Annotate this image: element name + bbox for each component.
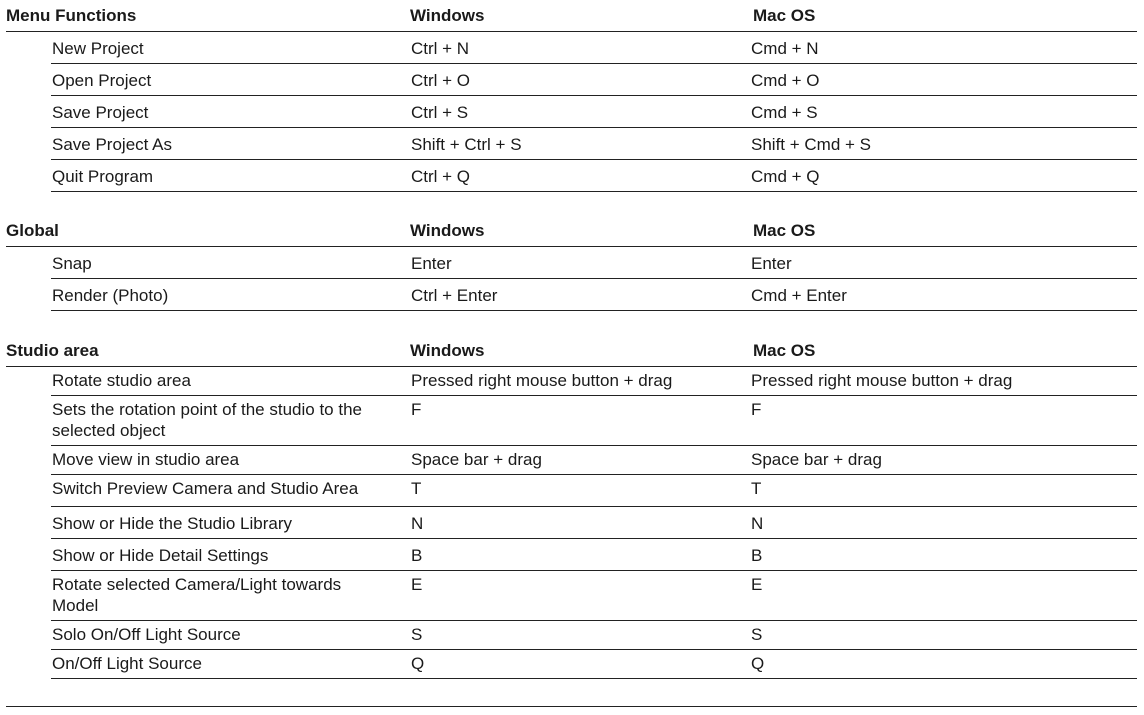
table-row — [51, 650, 1137, 679]
windows-shortcut: B — [411, 546, 423, 565]
windows-shortcut: T — [411, 479, 422, 498]
table-row — [51, 96, 1137, 128]
function-label: Render (Photo) — [52, 286, 169, 305]
column-header-windows: Windows — [410, 221, 485, 240]
table-row — [51, 446, 1137, 475]
section-header — [6, 335, 1137, 367]
column-header-windows: Windows — [410, 341, 485, 360]
windows-shortcut: Pressed right mouse button + drag — [411, 371, 673, 390]
mac-shortcut: Pressed right mouse button + drag — [751, 371, 1013, 390]
function-label: Show or Hide Detail Settings — [52, 546, 269, 565]
function-label: Save Project — [52, 103, 149, 122]
table-row — [51, 128, 1137, 160]
windows-shortcut: Ctrl + N — [411, 39, 470, 58]
table-row — [51, 396, 1137, 446]
section-header — [6, 0, 1137, 32]
table-row — [51, 621, 1137, 650]
mac-shortcut: Shift + Cmd + S — [751, 135, 871, 154]
windows-shortcut: S — [411, 625, 423, 644]
function-label: On/Off Light Source — [52, 654, 202, 673]
windows-shortcut: Space bar + drag — [411, 450, 542, 469]
section-title: Menu Functions — [6, 6, 137, 25]
function-label: Show or Hide the Studio Library — [52, 514, 293, 533]
column-header-mac: Mac OS — [753, 6, 816, 25]
mac-shortcut: Q — [751, 654, 765, 673]
mac-shortcut: T — [751, 479, 762, 498]
table-row — [51, 279, 1137, 311]
windows-shortcut: Ctrl + O — [411, 71, 471, 90]
mac-shortcut: S — [751, 625, 763, 644]
windows-shortcut: Ctrl + Enter — [411, 286, 498, 305]
section-studio-area — [0, 335, 1137, 679]
function-label: Solo On/Off Light Source — [52, 625, 241, 644]
windows-shortcut: Q — [411, 654, 425, 673]
table-row — [51, 64, 1137, 96]
function-label: Quit Program — [52, 167, 154, 186]
windows-shortcut: Shift + Ctrl + S — [411, 135, 522, 154]
mac-shortcut: F — [751, 400, 762, 419]
section-menu-functions — [0, 0, 1137, 192]
section-title: Studio area — [6, 341, 99, 360]
mac-shortcut: N — [751, 514, 764, 533]
windows-shortcut: Enter — [411, 254, 452, 273]
windows-shortcut: Ctrl + S — [411, 103, 469, 122]
function-label: Rotate selected Camera/Light towards Model — [52, 575, 342, 615]
mac-shortcut: B — [751, 546, 763, 565]
windows-shortcut: N — [411, 514, 424, 533]
windows-shortcut: F — [411, 400, 422, 419]
table-row — [51, 507, 1137, 539]
mac-shortcut: Cmd + O — [751, 71, 820, 90]
mac-shortcut: Cmd + Enter — [751, 286, 847, 305]
function-label: Move view in studio area — [52, 450, 240, 469]
function-label: Rotate studio area — [52, 371, 191, 390]
mac-shortcut: E — [751, 575, 763, 594]
section-title: Global — [6, 221, 59, 240]
table-row — [51, 160, 1137, 192]
table-row — [51, 32, 1137, 64]
table-row — [51, 475, 1137, 507]
function-label: Switch Preview Camera and Studio Area — [52, 479, 359, 498]
function-label: Open Project — [52, 71, 152, 90]
windows-shortcut: E — [411, 575, 423, 594]
function-label: Snap — [52, 254, 92, 273]
windows-shortcut: Ctrl + Q — [411, 167, 471, 186]
table-row — [51, 247, 1137, 279]
column-header-mac: Mac OS — [753, 341, 816, 360]
table-row — [51, 367, 1137, 396]
function-label: New Project — [52, 39, 144, 58]
mac-shortcut: Space bar + drag — [751, 450, 882, 469]
column-header-mac: Mac OS — [753, 221, 816, 240]
mac-shortcut: Cmd + Q — [751, 167, 820, 186]
function-label: Sets the rotation point of the studio to the selected object — [52, 400, 362, 440]
mac-shortcut: Enter — [751, 254, 792, 273]
bottom-divider — [6, 706, 1137, 707]
section-header — [6, 215, 1137, 247]
function-label: Save Project As — [52, 135, 173, 154]
mac-shortcut: Cmd + N — [751, 39, 819, 58]
mac-shortcut: Cmd + S — [751, 103, 818, 122]
table-row — [51, 571, 1137, 621]
table-row — [51, 539, 1137, 571]
section-global — [0, 215, 1137, 311]
column-header-windows: Windows — [410, 6, 485, 25]
